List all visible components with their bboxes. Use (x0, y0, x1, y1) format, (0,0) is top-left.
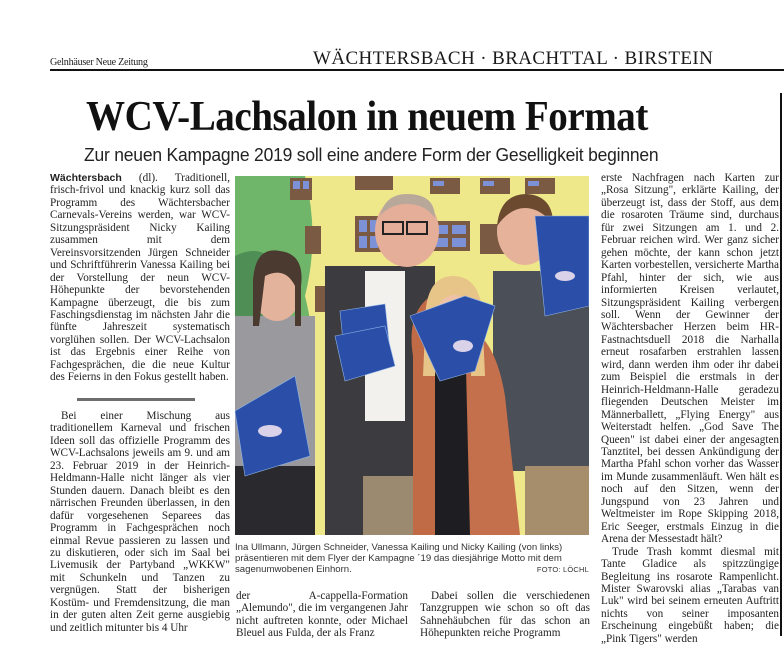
article-column-4 (601, 172, 779, 645)
masthead-divider (50, 69, 784, 71)
column-2-text: der A-cappella-Formation „Alemundo", die im vergangenen Jahr nicht auftreten konnte, oder Michael Bleuel aus Fulda, der als Franz (236, 590, 408, 640)
article-column-2 (236, 590, 408, 640)
column-4-text: erste Nachfragen nach Karten zur „Rosa Sitzung", erklärte Kailing, der überzeugt ist, dass der Stoff, aus dem die rosaroten Träume sind, durchaus für zwei Sitzungen am 1. und 2. Februar reichen wird. Wer ganz sicher gehen möchte, der kann schon jetzt Karten vorbestellen, versicherte Martha Pfahl, hinter der sich, wie aus informierten Kreisen verlautet, Sitzungspräsident Kailing verbergen soll. Wenn der Gewinner der Wächtersbacher Herzen beim HR-Fastnachtsduell 2018 die Narhalla erneut rosafarben erstrahlen lassen wird, dann werden ihm oder ihr dabei zum Beispiel die erstmals in der Heinrich-Heldmann-Halle geradezu fliegenden Deutschen Meister im Männerballett, „Flying Energy" aus Weiterstadt helfen. „God Save The Queen" ist dabei einer der angesagten Tanztitel, bei dessen Ankündigung der Martha Pfahl schon vorher das Wasser im Munde zusammenläuft. Wen hält es noch auf den Sitzen, wenn der Jungspund von 23 Jahren und Weltmeister im Rope Skipping 2018, Eric Seeger, erstmals Einzug in die Arena der Messestadt hält? (601, 172, 779, 546)
newspaper-name: Gelnhäuser Neue Zeitung (50, 56, 148, 68)
article-column-1 (50, 172, 230, 384)
paragraph-separator (77, 398, 195, 401)
article-column-3 (420, 590, 590, 640)
article-headline: WCV-Lachsalon in neuem Format (86, 94, 648, 140)
column-4-text-2: Trude Trash kommt diesmal mit Tante Gladice als spitzzüngige Begleitung ins rosarote Rampenlicht. Mister Swarovski alias „Tarabas van Luk" wird bei seinem erneuten Auftritt nichts von seiner imposanten Erscheinung eingebüßt haben; die „Pink Tigers" werden (601, 545, 779, 645)
section-header: WÄCHTERSBACH · BRACHTTAL · BIRSTEIN (313, 48, 714, 69)
photo-caption (235, 542, 589, 575)
photo-credit: FOTO: LÖCHL (536, 565, 589, 574)
article-column-1-continued (50, 410, 230, 634)
paragraph-2: Bei einer Mischung aus traditionellem Karneval und frischen Ideen soll das offizielle Programm des WCV-Lachsalons jeweils am 9. und am 23. Februar 2019 in der Heinrich-Heldmann-Halle nicht länger als vier Stunden dauern. Danach bleibt es den närrischen Freunden überlassen, in den dafür vorgesehenen Separees das Programm in Fachgesprächen noch einmal Revue passieren zu lassen und zu diskutieren, oder sich im Saal bei Livemusik der Partyband „WKKW" mit Schunkeln und Tanzen zu vergnügen. Statt der bisherigen Kostüm- und Fremdensitzung, die man in der guten alten Zeit gerne ausgiebig und zeitlich mitunter bis 4 Uhr (50, 410, 230, 634)
lead-paragraph: (dl). Traditionell, frisch-frivol und knackig kurz soll das Programm des Wächtersbacher Carnevals-Vereins werden, war WCV-Sitzungspräsident Nicky Kailing zusammen mit dem Vereinsvorsitzenden Jürgen Schneider und Schriftführerin Vanessa Kailing bei der Vorstellung der neun WCV-Höhepunkte der bevorstehenden Kampagne überzeugt, die bis zum Faschingsdienstag im nächsten Jahr die fünfte Jahreszeit systematisch vorglühen sollen. Der WCV-Lachsalon ist das Ergebnis einer Reihe von Fachgesprächen, die die neue Kultur des Feierns in den Fokus gestellt haben. (50, 172, 230, 384)
caption-text: Ina Ullmann, Jürgen Schneider, Vanessa Kailing und Nicky Kailing (von links) präsentieren mit dem Flyer der Kampagne ´19 das diesjährige Motto mit dem sagenumwobenen Einhorn. (235, 542, 563, 575)
dateline: Wächtersbach (50, 172, 122, 184)
column-3-text: Dabei sollen die verschiedenen Tanzgruppen wie schon so oft das Sahnehäubchen für das schon an Höhepunkten reiche Programm (420, 590, 590, 640)
article-photo (235, 176, 589, 535)
column-divider-vertical (780, 93, 782, 636)
photo-image (235, 176, 589, 535)
article-subheadline: Zur neuen Kampagne 2019 soll eine andere Form der Geselligkeit beginnen (84, 145, 659, 165)
